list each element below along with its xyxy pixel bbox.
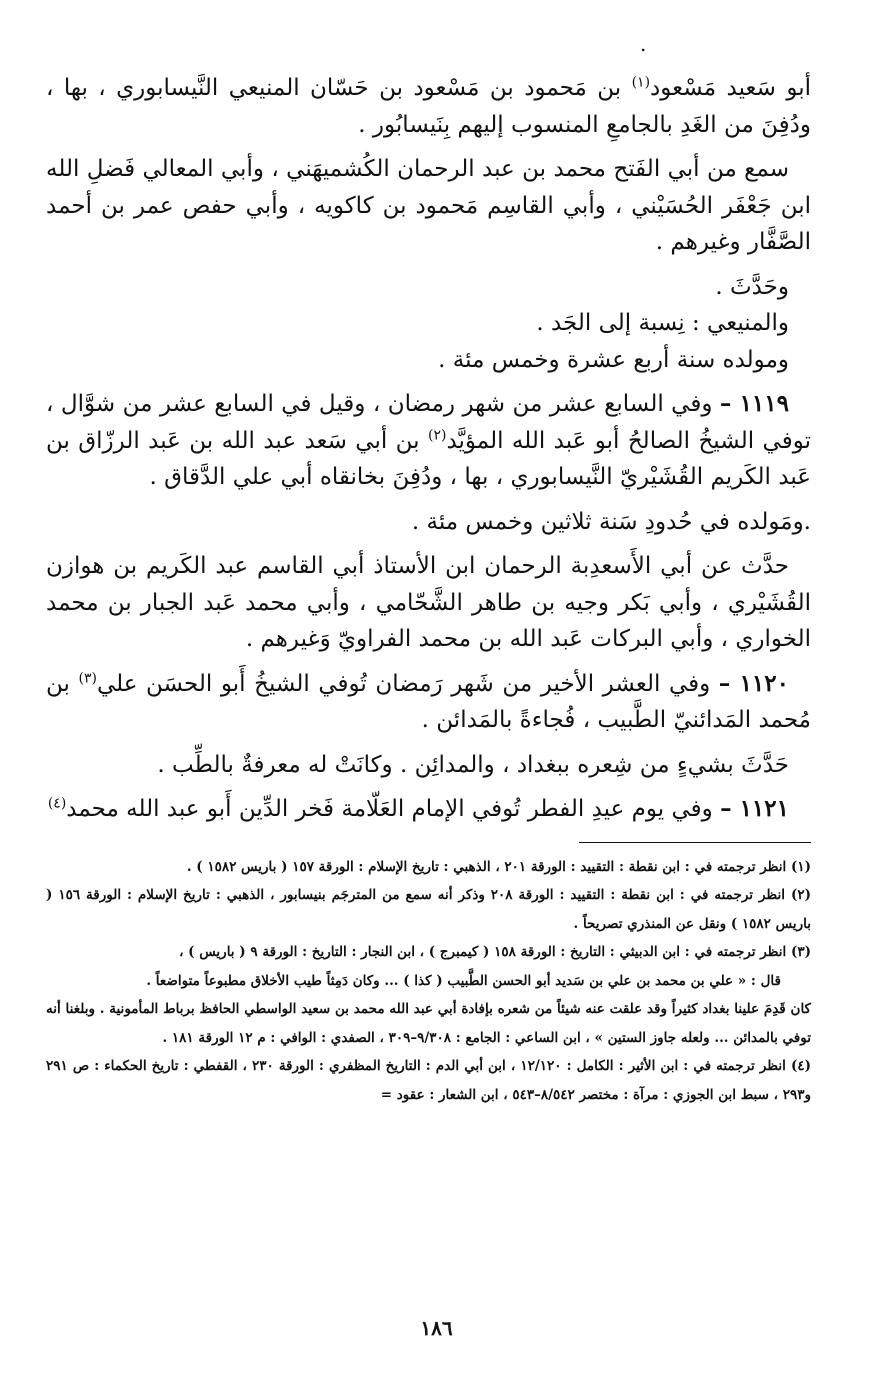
- entry-1120: [46, 666, 811, 739]
- main-text: [46, 70, 811, 828]
- paragraph-8: حدَّث عن أبي الأَسعدِبة الرحمان ابن الأستاذ أبي القاسم عبد الكَريم بن هوازن القُشَيْري ، وأبي بَكر وجيه بن طاهر الشَّحّامي ، وأبي محمد عَبد الجبار بن محمد الخواري ، وأبي البركات عَبد الله بن محمد الفراويّ وَغيرهم .: [46, 553, 811, 652]
- paragraph-1-text-b: بن مَحمود بن مَسْعود بن حَسّان المنيعي النَّيسابوري ، بها ، ودُفِنَ من الغَدِ بالجامعِ المنسوب إليهم بِنَيسابُور .: [46, 75, 811, 138]
- entry-1121: [46, 791, 811, 828]
- paragraph-2: سمع من أبي الفَتح محمد بن عبد الرحمان الكُشميهَني ، وأبي المعالي فَضلِ الله ابن جَعْفَر الحُسَيْني ، وأبي القاسِم مَحمود بن كاكويه ، وأبي حفص عمر بن أحمد الصَّفَّار وغيرهم .: [46, 156, 811, 255]
- footnote-ref-4: (٤): [47, 795, 67, 812]
- footnote-3-quote: قال : « علي بن محمد بن علي بن سَديد أبو الحسن الطَّبيب ( كذا ) ... وكان دَمِثاً طيب الأخلاق مطبوعاً متواضعاً .: [146, 972, 781, 989]
- footnote-ref-3: (٣): [78, 669, 97, 686]
- entry-1120-text-b: بن مُحمد المَدائنيّ الطَّبيب ، فُجاءةً بالمَدائن .: [46, 670, 811, 733]
- entry-1120-text-a: وفي العشر الأخير من شَهر رَمضان تُوفي الشيخُ أَبو الحسَن علي: [96, 670, 719, 697]
- entry-1119-text-a: وفي السابع عشر من شهر رمضان ، وقيل في السابع عشر من شوَّال ، توفي الشيخُ الصالحُ أبو عَبد الله المؤيَّد: [46, 391, 811, 454]
- footnote-2: (٢) انظر ترجمته في : ابن نقطة : التقييد : الورقة ٢٠٨ وذكر أنه سمع من المترجَم بنيسابور ، الذهبي : تاريخ الإسلام : الورقة ١٥٦ ( باريس ١٥٨٢ ) ونقل عن المنذري تصريحاً .: [46, 887, 811, 932]
- footnote-ref-1: (١): [631, 74, 651, 91]
- entry-1119-text-b: بن أبي سَعد عبد الله بن عَبد الرزّاق بن عَبد الكَريم القُشَيْريّ النَّيسابوري ، بها ، ودُفِنَ بخانقاه أبي علي الدَّقاق .: [46, 427, 811, 490]
- paragraph-1: [46, 70, 811, 143]
- paragraph-3: وحَدَّثَ .: [715, 273, 789, 300]
- footnote-ref-2: (٢): [427, 426, 447, 443]
- footnote-3: (٣) انظر ترجمته في : ابن الدبيثي : التاريخ : الورقة ١٥٨ ( كيمبرج ) ، ابن النجار : التاريخ : الورقة ٩ ( باريس ) ،: [179, 944, 811, 960]
- entry-number: ١١٢٠ –: [718, 669, 789, 697]
- page-number: ١٨٦: [420, 1316, 453, 1340]
- paragraph-1-text-a: أبو سَعيد مَسْعود: [650, 75, 812, 101]
- entry-number: ١١٢١ –: [720, 795, 789, 822]
- footnote-4: (٤) انظر ترجمته في : ابن الأثير : الكامل : ١٢/١٢٠ ، ابن أبي الدم : التاريخ المظفري : الورقة ٢٣٠ ، القفطي : تاريخ الحكماء : ص ٢٩١ و٢٩٣ ، سبط ابن الجوزي : مرآة : مختصر ٨/٥٤٢–٥٤٣ ، ابن الشعار : عقود =: [46, 1058, 811, 1103]
- footnote-divider: [579, 842, 811, 843]
- entry-1119: [46, 386, 811, 496]
- entry-number: ١١١٩ –: [719, 390, 789, 417]
- footnotes: [46, 853, 811, 1110]
- top-mark: .: [640, 32, 647, 56]
- entry-1121-text-a: وفي يوم عيدِ الفطر تُوفي الإمام العَلّامة فَخر الدِّين أَبو عبد الله محمد: [66, 796, 721, 822]
- paragraph-5: ومولده سنة أربع عشرة وخمس مئة .: [438, 346, 789, 373]
- paragraph-7: .ومَولده في حُدودِ سَنة ثلاثين وخمس مئة .: [411, 508, 811, 535]
- footnote-1: (١) انظر ترجمته في : ابن نقطة : التقييد : الورقة ٢٠١ ، الذهبي : تاريخ الإسلام : الورقة ١٥٧ ( باريس ١٥٨٢ ) .: [186, 858, 811, 875]
- paragraph-10: حَدَّثَ بشيءٍ من شِعره ببغداد ، والمدائِن . وكانَتْ له معرفةٌ بالطِّب .: [157, 751, 789, 778]
- footnote-3-continuation: كان قَدِمَ علينا بغداد كثيراً وقد علقت عنه شيئاً من شعره بإفادة أبي عبد الله محمد بن سعيد الواسطي الحافظ برباط المأمونية . وبلغنا أنه توفي بالمدائن ... ولعله جاوز الستين » ، ابن الساعي : الجامع : ٩/٣٠٨–٣٠٩ ، الصفدي : الوافي : م ١٢ الورقة ١٨١ .: [46, 1001, 811, 1046]
- paragraph-4: والمنيعي : نِسبة إلى الجَد .: [536, 310, 789, 336]
